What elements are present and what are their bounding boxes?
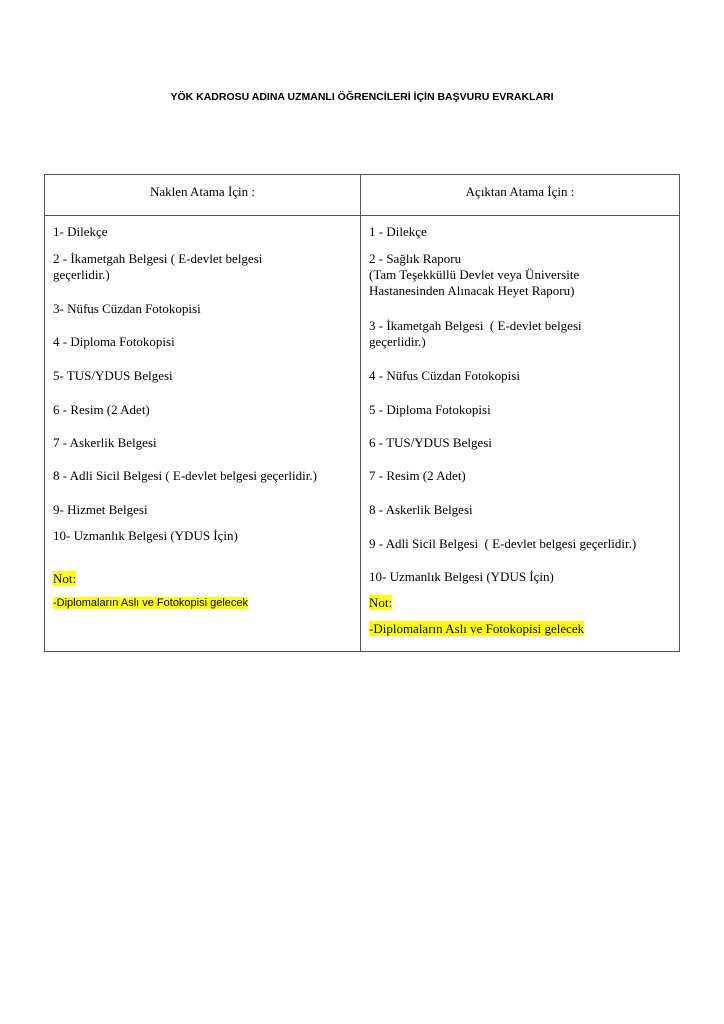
left-item-6: 6 - Resim (2 Adet)	[53, 402, 150, 417]
right-item-2: 2 - Sağlık Raporu	[369, 251, 462, 266]
right-item-8: 8 - Askerlik Belgesi	[369, 502, 473, 517]
right-item-4: 4 - Nüfus Cüzdan Fotokopisi	[369, 368, 520, 383]
right-item-5: 5 - Diploma Fotokopisi	[369, 402, 491, 417]
left-item-5: 5- TUS/YDUS Belgesi	[53, 368, 173, 383]
page-title: YÖK KADROSU ADINA UZMANLI ÖĞRENCİLERİ İÇİN BAŞVURU EVRAKLARI	[170, 91, 554, 103]
left-note-label: Not:	[53, 571, 77, 586]
left-item-10: 10- Uzmanlık Belgesi (YDUS İçin)	[53, 528, 238, 543]
left-item-7: 7 - Askerlik Belgesi	[53, 435, 157, 450]
left-item-1: 1- Dilekçe	[53, 224, 108, 239]
left-item-9: 9- Hizmet Belgesi	[53, 502, 148, 517]
right-item-1: 1 - Dilekçe	[369, 224, 427, 239]
requirements-table	[44, 174, 680, 652]
right-item-3-cont: geçerlidir.)	[369, 334, 426, 349]
right-item-2-cont-a: (Tam Teşekküllü Devlet veya Üniversite	[369, 267, 580, 282]
left-note-text: -Diplomaların Aslı ve Fotokopisi gelecek	[53, 597, 249, 609]
right-note-label: Not:	[369, 595, 393, 610]
right-item-3: 3 - İkametgah Belgesi ( E-devlet belgesi	[369, 318, 582, 333]
right-column-header: Açıktan Atama İçin :	[465, 184, 575, 199]
right-item-2-cont-b: Hastanesinden Alınacak Heyet Raporu)	[369, 283, 575, 298]
left-item-3: 3- Nüfus Cüzdan Fotokopisi	[53, 301, 201, 316]
left-item-8: 8 - Adli Sicil Belgesi ( E-devlet belgesi geçerlidir.)	[53, 468, 317, 483]
header-divider	[45, 215, 679, 216]
right-item-6: 6 - TUS/YDUS Belgesi	[369, 435, 492, 450]
left-item-2-cont: geçerlidir.)	[53, 267, 110, 282]
right-note-text: -Diplomaların Aslı ve Fotokopisi gelecek	[369, 621, 585, 636]
right-item-7: 7 - Resim (2 Adet)	[369, 468, 466, 483]
left-item-4: 4 - Diploma Fotokopisi	[53, 334, 175, 349]
right-item-9: 9 - Adli Sicil Belgesi ( E-devlet belgesi geçerlidir.)	[369, 536, 637, 551]
column-divider	[360, 175, 361, 651]
left-item-2: 2 - İkametgah Belgesi ( E-devlet belgesi	[53, 251, 263, 266]
left-column-header: Naklen Atama İçin :	[149, 184, 256, 199]
right-item-10: 10- Uzmanlık Belgesi (YDUS İçin)	[369, 569, 554, 584]
